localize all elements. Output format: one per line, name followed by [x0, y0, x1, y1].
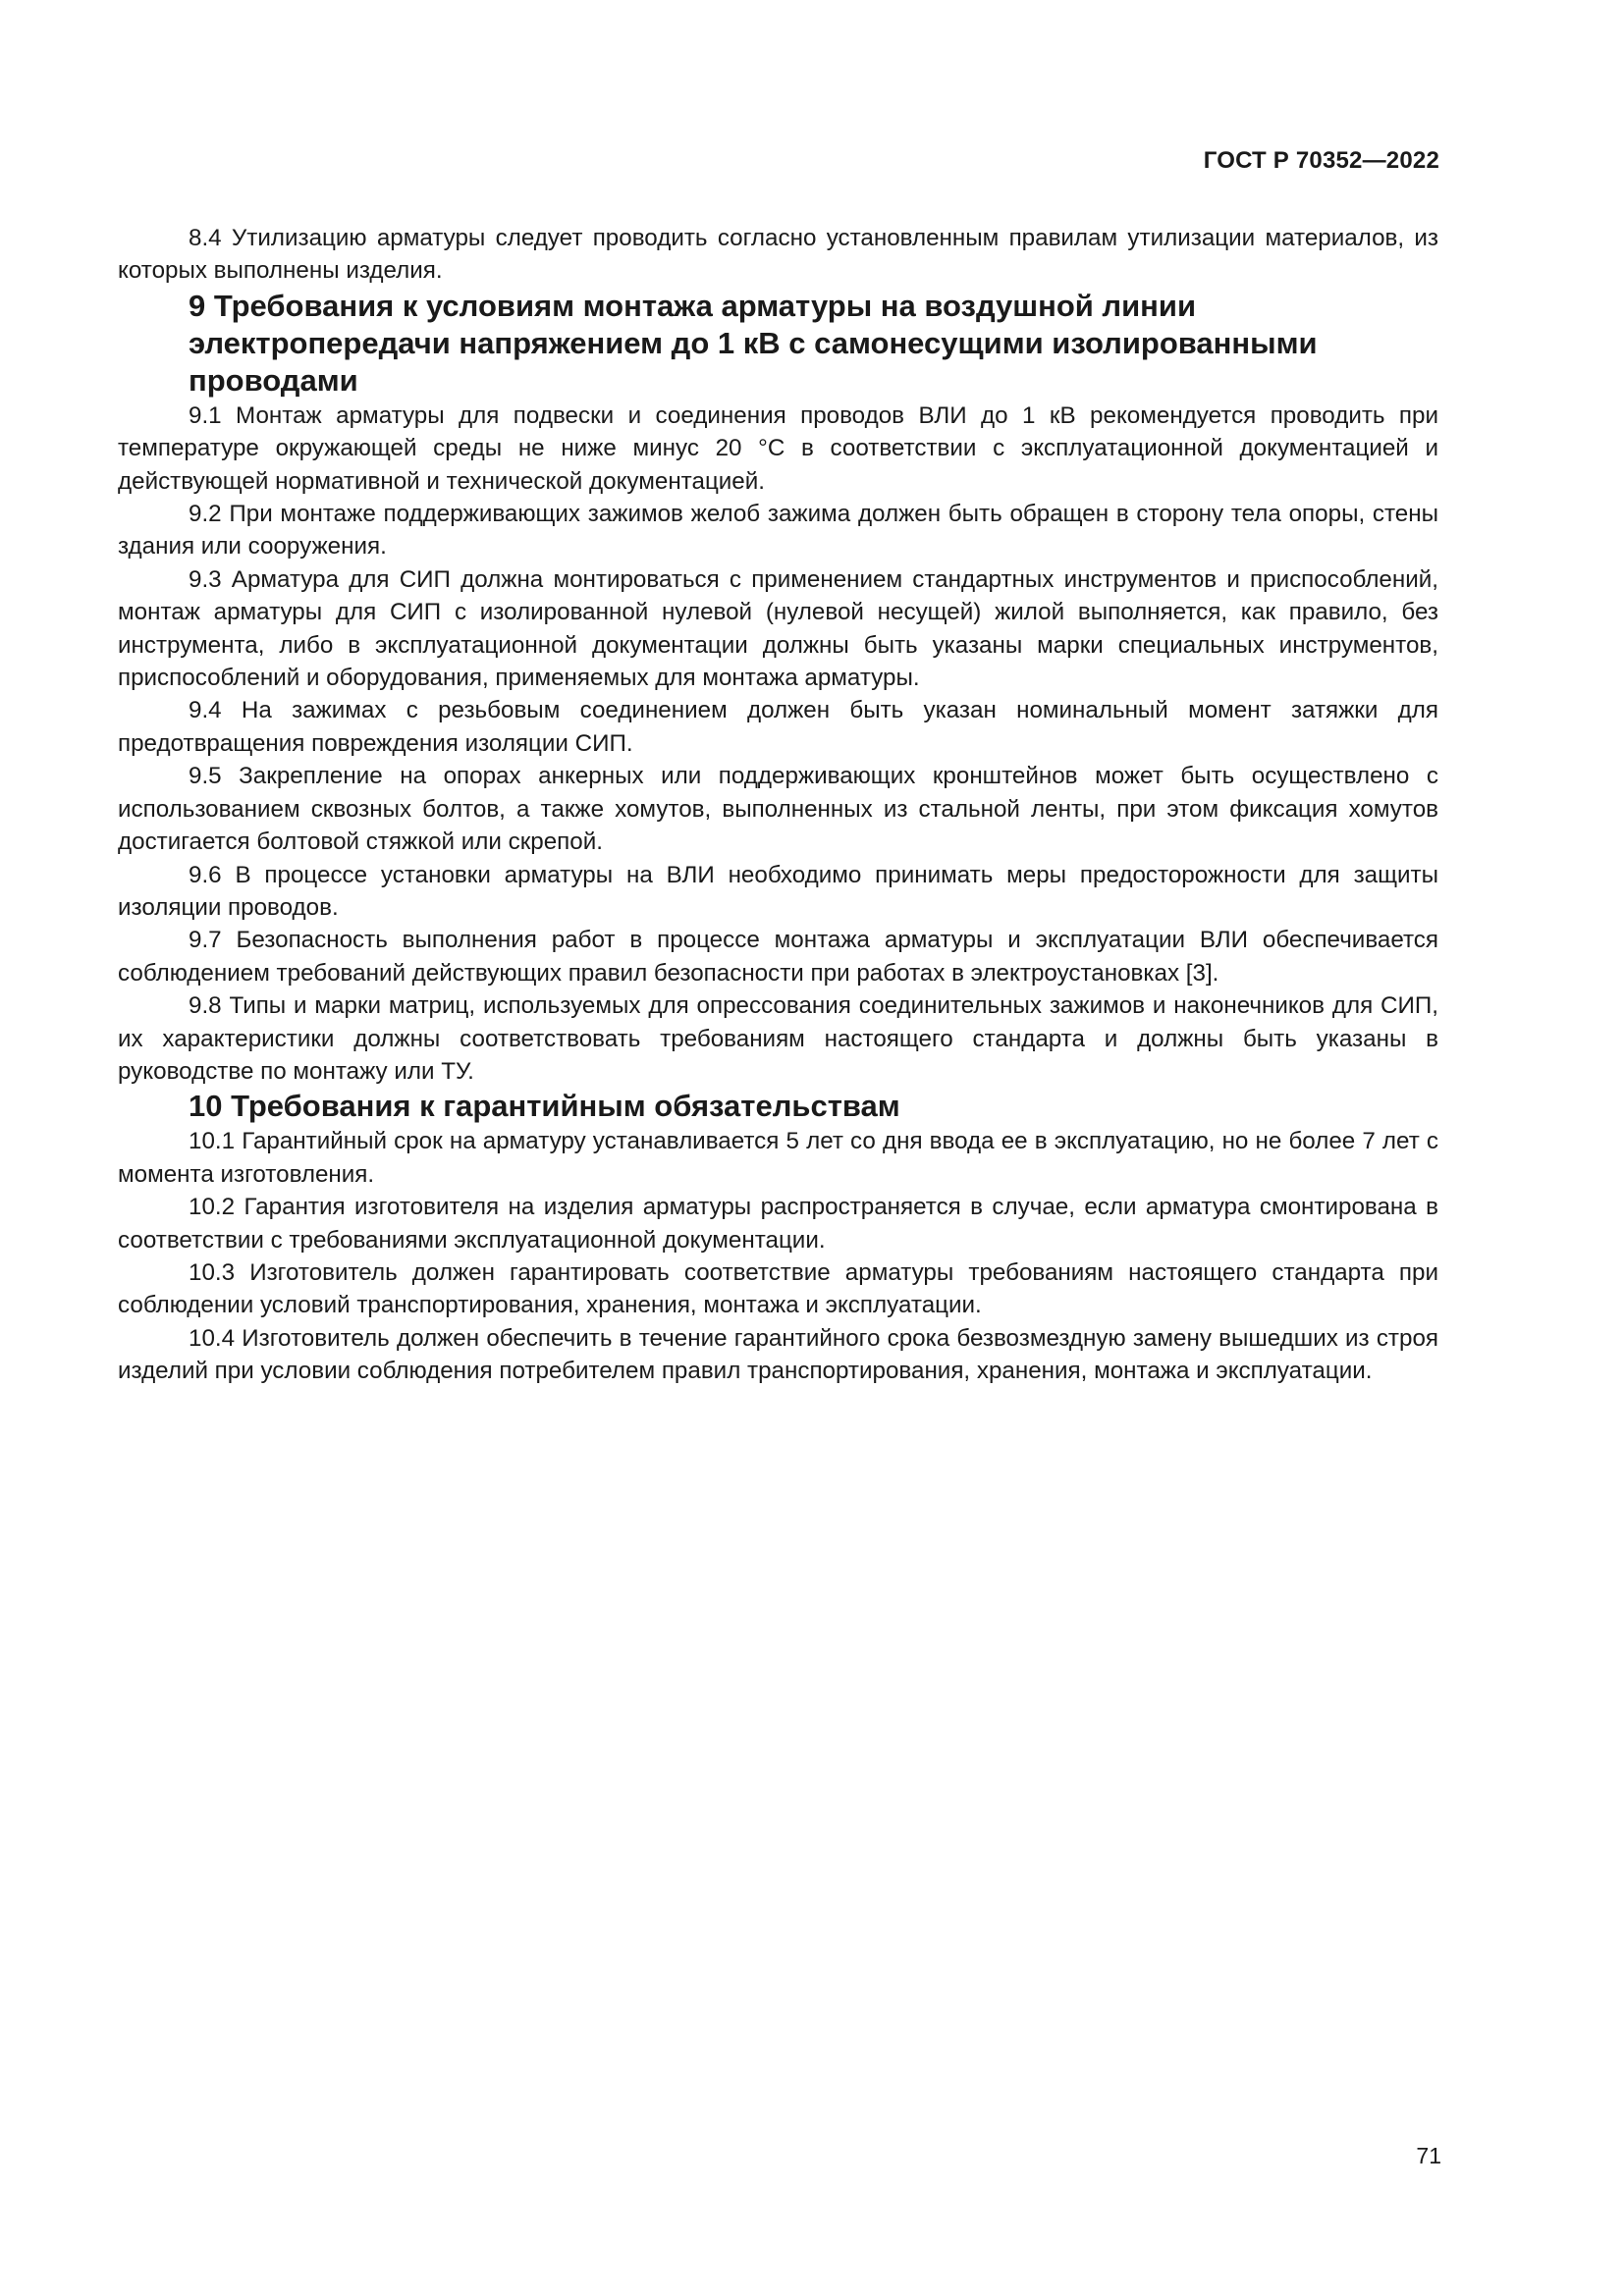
paragraph-10-2: 10.2 Гарантия изготовителя на изделия арматуры распространяется в случае, если арматура смонтирована в соответствии с требованиями эксплуатационной документации. — [118, 1194, 1438, 1254]
paragraph-9-2: 9.2 При монтаже поддерживающих зажимов желоб зажима должен быть обращен в сторону тела опоры, стены здания или сооружения. — [118, 501, 1438, 561]
section-10-heading: 10 Требования к гарантийным обязательствам — [189, 1089, 900, 1124]
paragraph-8-4: 8.4 Утилизацию арматуры следует проводить согласно установленным правилам утилизации материалов, из которых выполнены изделия. — [118, 225, 1438, 285]
paragraph-9-7: 9.7 Безопасность выполнения работ в процессе монтажа арматуры и эксплуатации ВЛИ обеспечивается соблюдением требований действующих правил безопасности при работах в электроустановках [3]. — [118, 927, 1438, 987]
document-code-header: ГОСТ Р 70352—2022 — [1203, 147, 1439, 174]
paragraph-9-8: 9.8 Типы и марки матриц, используемых для опрессования соединительных зажимов и наконечников для СИП, их характеристики должны соответствовать требованиям настоящего стандарта и должны быть указаны в руководстве по монтажу или ТУ. — [118, 992, 1438, 1085]
page-number: 71 — [1416, 2143, 1441, 2168]
paragraph-9-3: 9.3 Арматура для СИП должна монтироваться с применением стандартных инструментов и приспособлений, монтаж арматуры для СИП с изолированной нулевой (нулевой несущей) жилой выполняется, как правило, без инструмента, либо в эксплуатационной документации должны быть указаны марки специальных инструментов, приспособлений и оборудования, применяемых для монтажа арматуры. — [118, 565, 1438, 692]
paragraph-9-5: 9.5 Закрепление на опорах анкерных или поддерживающих кронштейнов может быть осуществлено с использованием сквозных болтов, а также хомутов, выполненных из стальной ленты, при этом фиксация хомутов достигается болтовой стяжкой или скрепой. — [118, 763, 1438, 856]
paragraph-10-4: 10.4 Изготовитель должен обеспечить в течение гарантийного срока безвозмездную замену вышедших из строя изделий при условии соблюдения потребителем правил транспортирования, хранения, монтажа и эксплуатации. — [118, 1324, 1438, 1385]
document-body — [118, 222, 1438, 1388]
paragraph-9-6: 9.6 В процессе установки арматуры на ВЛИ необходимо принимать меры предосторожности для защиты изоляции проводов. — [118, 861, 1438, 921]
paragraph-9-4: 9.4 На зажимах с резьбовым соединением должен быть указан номинальный момент затяжки для предотвращения повреждения изоляции СИП. — [118, 697, 1438, 757]
paragraph-9-1: 9.1 Монтаж арматуры для подвески и соединения проводов ВЛИ до 1 кВ рекомендуется проводить при температуре окружающей среды не ниже минус 20 °С в соответствии с эксплуатационной документацией и действующей нормативной и технической документацией. — [118, 401, 1438, 495]
paragraph-10-1: 10.1 Гарантийный срок на арматуру устанавливается 5 лет со дня ввода ее в эксплуатацию, но не более 7 лет с момента изготовления. — [118, 1128, 1438, 1188]
paragraph-10-3: 10.3 Изготовитель должен гарантировать соответствие арматуры требованиям настоящего стандарта при соблюдении условий транспортирования, хранения, монтажа и эксплуатации. — [118, 1258, 1438, 1319]
section-9-heading: 9 Требования к условиям монтажа арматуры на воздушной линии электропередачи напряжением до 1 кВ с самонесущими изолированными проводами — [189, 288, 1318, 398]
